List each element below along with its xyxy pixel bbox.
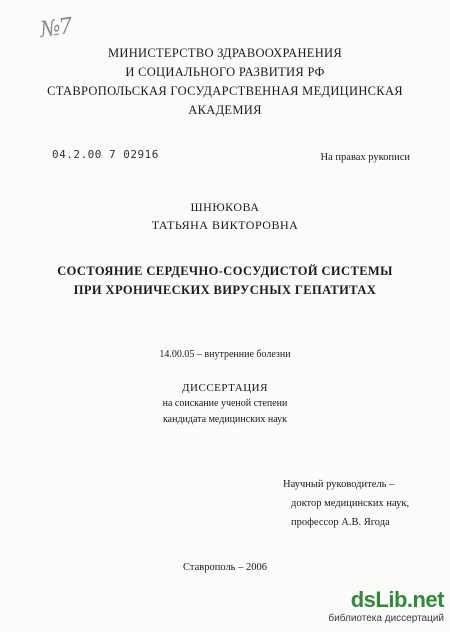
title-line: ПРИ ХРОНИЧЕСКИХ ВИРУСНЫХ ГЕПАТИТАХ <box>73 283 377 297</box>
degree-line: на соискание ученой степени <box>162 398 288 409</box>
supervisor-line: доктор медицинских наук, <box>291 498 410 509</box>
degree-block <box>0 382 450 428</box>
watermark-logo: dsLib.net <box>350 587 444 612</box>
degree-line: кандидата медицинских наук <box>162 414 288 425</box>
dissertation-title <box>0 262 450 300</box>
author-name: ТАТЬЯНА ВИКТОРОВНА <box>151 218 299 232</box>
header-line: МИНИСТЕРСТВО ЗДРАВООХРАНЕНИЯ <box>107 46 343 60</box>
header-line: АКАДЕМИЯ <box>188 103 262 117</box>
header-line: СТАВРОПОЛЬСКАЯ ГОСУДАРСТВЕННАЯ МЕДИЦИНСКАЯ <box>47 84 403 98</box>
rights-label: На правах рукописи <box>320 152 410 163</box>
supervisor-line: Научный руководитель – <box>283 479 395 490</box>
header-line: И СОЦИАЛЬНОГО РАЗВИТИЯ РФ <box>125 65 325 79</box>
watermark <box>328 589 444 624</box>
title-line: СОСТОЯНИЕ СЕРДЕЧНО-СОСУДИСТОЙ СИСТЕМЫ <box>57 264 393 278</box>
watermark-tagline: библиотека диссертаций <box>328 613 444 624</box>
handwritten-mark: №7 <box>38 13 73 44</box>
dissertation-heading: ДИССЕРТАЦИЯ <box>182 382 268 394</box>
supervisor-block <box>283 475 409 532</box>
supervisor-line: профессор А.В. Ягода <box>291 517 390 528</box>
author-surname: ШНЮКОВА <box>190 200 260 214</box>
place-year: Ставрополь – 2006 <box>183 562 267 573</box>
institution-header <box>0 44 450 120</box>
author-block <box>0 198 450 234</box>
specialty-code: 14.00.05 – внутренние болезни <box>159 349 291 360</box>
stamp-number: 04.2.00 7 02916 <box>52 148 159 161</box>
